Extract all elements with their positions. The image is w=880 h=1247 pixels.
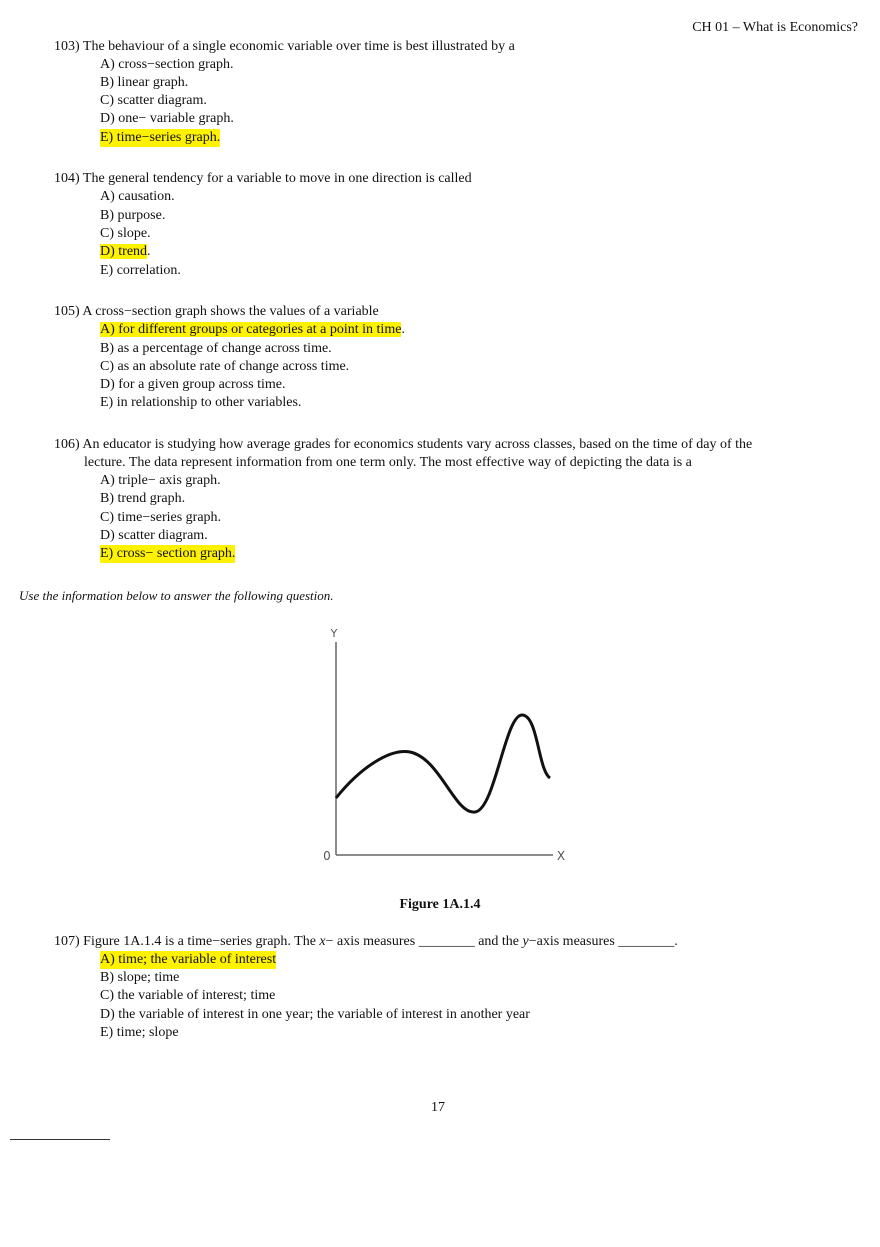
question-104-stem: 104) The general tendency for a variable to move in one direction is called (54, 171, 472, 186)
correct-answer-highlight: D) trend (100, 244, 148, 259)
question-103-stem: 103) The behaviour of a single economic variable over time is best illustrated by a (54, 39, 515, 54)
period: . (147, 244, 151, 259)
correct-answer-highlight: E) time−series graph. (100, 130, 221, 145)
option: A) causation. (100, 189, 175, 204)
correct-answer-highlight: E) cross− section graph. (100, 546, 236, 561)
option: D) one− variable graph. (100, 111, 234, 126)
running-header: CH 01 – What is Economics? (692, 20, 858, 35)
option: B) purpose. (100, 208, 166, 223)
stem-part: − axis measures (325, 934, 419, 949)
correct-answer-highlight: A) time; the variable of interest (100, 952, 277, 967)
page-number: 17 (431, 1100, 445, 1115)
option: C) time−series graph. (100, 510, 222, 525)
option: C) as an absolute rate of change across time. (100, 359, 350, 374)
option: E) correlation. (100, 263, 181, 278)
origin-label: 0 (323, 849, 331, 863)
instruction: Use the information below to answer the following question. (19, 588, 334, 603)
blank: ________ (418, 934, 475, 949)
option: D) the variable of interest in one year; the variable of interest in another year (100, 1007, 530, 1022)
blank: ________ (618, 934, 675, 949)
option: A) cross−section graph. (100, 57, 234, 72)
question-106-stem: 106) An educator is studying how average grades for economics students vary across classes, based on the time of day of the (54, 437, 753, 452)
option: B) trend graph. (100, 491, 186, 506)
question-105-stem: 105) A cross−section graph shows the values of a variable (54, 304, 379, 319)
y-var: y (522, 934, 529, 949)
option: C) scatter diagram. (100, 93, 207, 108)
option: E) time; slope (100, 1025, 179, 1040)
x-axis-label: X (556, 849, 566, 863)
figure-caption: Figure 1A.1.4 (399, 897, 481, 912)
option: A) triple− axis graph. (100, 473, 221, 488)
option: C) the variable of interest; time (100, 988, 276, 1003)
stem-part: and the (474, 934, 523, 949)
footnote-rule (10, 1139, 110, 1140)
option: B) as a percentage of change across time. (100, 341, 332, 356)
time-series-curve (336, 715, 550, 812)
option: B) linear graph. (100, 75, 189, 90)
option: D) for a given group across time. (100, 377, 286, 392)
period: . (401, 322, 405, 337)
question-106-stem-cont: lecture. The data represent information from one term only. The most effective way of depicting the data is a (84, 455, 692, 470)
stem-part: 107) Figure 1A.1.4 is a time−series graph. The (54, 934, 320, 949)
x-var: x (319, 934, 326, 949)
question-107-stem (54, 933, 678, 951)
option-a (100, 321, 405, 339)
option-d (100, 243, 151, 261)
stem-part: . (674, 934, 678, 949)
y-axis-label: Y (330, 627, 338, 640)
option: D) scatter diagram. (100, 528, 208, 543)
option: C) slope. (100, 226, 151, 241)
stem-part: −axis measures (528, 934, 619, 949)
correct-answer-highlight: A) for different groups or categories at a point in time (100, 322, 402, 337)
option: B) slope; time (100, 970, 180, 985)
option: E) in relationship to other variables. (100, 395, 302, 410)
figure-graph (310, 620, 580, 870)
